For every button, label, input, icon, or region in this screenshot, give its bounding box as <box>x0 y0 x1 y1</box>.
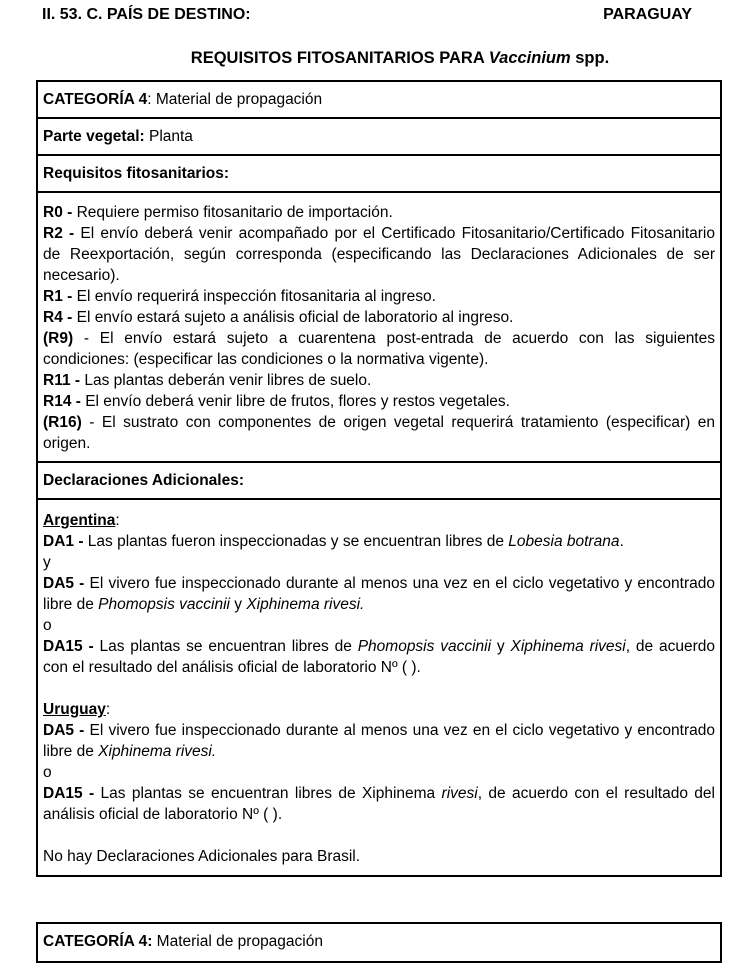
page-title: REQUISITOS FITOSANITARIOS PARA Vaccinium spp. <box>190 49 610 67</box>
conjunction: o <box>43 617 52 634</box>
requirement-item: R14 - El envío deberá venir libre de frutos, flores y restos vegetales. <box>43 393 510 410</box>
declaration-item: DA5 - El vivero fue inspeccionado durante al menos una vez en el ciclo vegetativo y encontrado libre de Xiphinema rivesi. <box>43 722 715 760</box>
declaration-item: DA15 - Las plantas se encuentran libres de Phomopsis vaccinii y Xiphinema rivesi, de acuerdo con el resultado del análisis oficial de laboratorio Nº ( ). <box>43 638 715 676</box>
destination-label: II. 53. C. PAÍS DE DESTINO: <box>42 6 251 23</box>
requirement-item: (R9) - El envío estará sujeto a cuarentena post-entrada de acuerdo con las siguientes condiciones: (especificar las condiciones o la normativa vigente). <box>43 330 715 368</box>
plant-part-row: Parte vegetal: Planta <box>38 119 720 156</box>
requirement-item: (R16) - El sustrato con componentes de origen vegetal requerirá tratamiento (especificar) en origen. <box>43 414 715 452</box>
requirement-item: R2 - El envío deberá venir acompañado por el Certificado Fitosanitario/Certificado Fitosanitario de Reexportación, según corresponda (especificando las Declaraciones Adicionales de ser necesario). <box>43 225 715 284</box>
country-argentina: Argentina: <box>43 512 120 529</box>
requirements-list <box>38 193 720 463</box>
destination-country: PARAGUAY <box>603 6 692 23</box>
declaration-item: DA5 - El vivero fue inspeccionado durante al menos una vez en el ciclo vegetativo y encontrado libre de Phomopsis vaccinii y Xiphinema rivesi. <box>43 575 715 613</box>
declarations-list <box>38 500 720 875</box>
requirements-table <box>36 80 722 877</box>
requirements-heading: Requisitos fitosanitarios: <box>38 156 720 193</box>
requirement-item: R11 - Las plantas deberán venir libres de suelo. <box>43 372 372 389</box>
requirement-item: R4 - El envío estará sujeto a análisis oficial de laboratorio al ingreso. <box>43 309 514 326</box>
category-row: CATEGORÍA 4: Material de propagación <box>43 933 323 950</box>
category-row: CATEGORÍA 4: Material de propagación <box>38 82 720 119</box>
category-table-2 <box>36 922 722 963</box>
declaration-item: DA15 - Las plantas se encuentran libres de Xiphinema rivesi, de acuerdo con el resultado del análisis oficial de laboratorio Nº ( ). <box>43 785 715 823</box>
declarations-heading: Declaraciones Adicionales: <box>38 463 720 500</box>
brasil-note: No hay Declaraciones Adicionales para Brasil. <box>43 848 361 865</box>
conjunction: y <box>43 554 51 571</box>
requirement-item: R0 - Requiere permiso fitosanitario de importación. <box>43 204 393 221</box>
country-uruguay: Uruguay: <box>43 701 111 718</box>
declaration-item: DA1 - Las plantas fueron inspeccionadas y se encuentran libres de Lobesia botrana. <box>43 533 624 550</box>
conjunction: o <box>43 764 52 781</box>
genus-name: Vaccinium <box>488 49 571 67</box>
requirement-item: R1 - El envío requerirá inspección fitosanitaria al ingreso. <box>43 288 436 305</box>
